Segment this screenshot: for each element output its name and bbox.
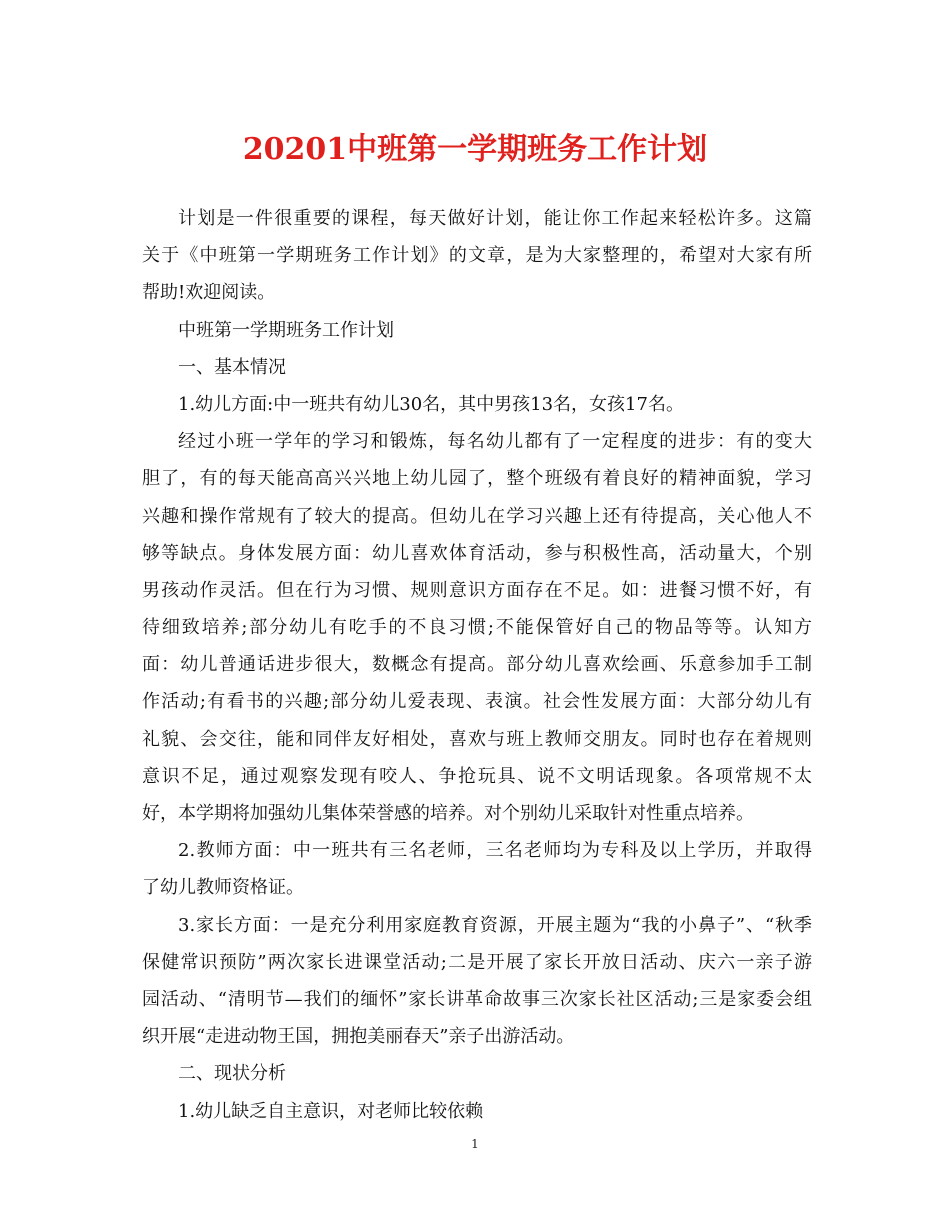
body-line: 2.教师方面：中一班共有三名老师，三名老师均为专科及以上学历，并取得: [178, 840, 812, 862]
body-line: 帮助!欢迎阅读。: [142, 282, 276, 304]
body-line: 3.家长方面：一是充分利用家庭教育资源，开展主题为“我的小鼻子”、“秋季: [178, 914, 812, 936]
body-line: 意识不足，通过观察发现有咬人、争抢玩具、说不文明话现象。各项常规不太: [142, 765, 812, 787]
body-line: 兴趣和操作常规有了较大的提高。但幼儿在学习兴趣上还有待提高，关心他人不: [142, 505, 812, 527]
document-title: 20201中班第一学期班务工作计划: [242, 132, 708, 167]
body-line: 礼貌、会交往，能和同伴友好相处，喜欢与班上教师交朋友。同时也存在着规则: [142, 728, 812, 750]
body-line: 待细致培养;部分幼儿有吃手的不良习惯;不能保管好自己的物品等等。认知方: [142, 617, 812, 639]
body-line: 织开展“走进动物王国，拥抱美丽春天”亲子出游活动。: [142, 1026, 575, 1048]
body-line: 关于《中班第一学期班务工作计划》的文章，是为大家整理的，希望对大家有所: [142, 245, 812, 267]
body-line: 中班第一学期班务工作计划: [178, 319, 394, 341]
body-line: 1.幼儿方面:中一班共有幼儿30名，其中男孩13名，女孩17名。: [178, 393, 684, 415]
body-line: 保健常识预防”两次家长进课堂活动;二是开展了家长开放日活动、庆六一亲子游: [142, 951, 812, 973]
body-line: 园活动、“清明节—我们的缅怀”家长讲革命故事三次家长社区活动;三是家委会组: [142, 988, 812, 1010]
body-line: 作活动;有看书的兴趣;部分幼儿爱表现、表演。社会性发展方面：大部分幼儿有: [142, 691, 812, 713]
body-line: 够等缺点。身体发展方面：幼儿喜欢体育活动，参与积极性高，活动量大，个别: [142, 542, 812, 564]
body-line: 一、基本情况: [178, 356, 286, 378]
body-line: 计划是一件很重要的课程，每天做好计划，能让你工作起来轻松许多。这篇: [178, 208, 812, 229]
body-line: 1.幼儿缺乏自主意识，对老师比较依赖: [178, 1100, 484, 1122]
body-line: 面：幼儿普通话进步很大，数概念有提高。部分幼儿喜欢绘画、乐意参加手工制: [142, 654, 812, 676]
document-body: [142, 200, 812, 1130]
body-line: 了幼儿教师资格证。: [142, 877, 304, 899]
body-line: 男孩动作灵活。但在行为习惯、规则意识方面存在不足。如：进餐习惯不好，有: [142, 579, 812, 601]
page-number: 1: [471, 1137, 479, 1151]
body-line: 胆了，有的每天能高高兴兴地上幼儿园了，整个班级有着良好的精神面貌，学习: [142, 468, 812, 490]
body-line: 二、现状分析: [178, 1063, 286, 1085]
body-line: 好，本学期将加强幼儿集体荣誉感的培养。对个别幼儿采取针对性重点培养。: [142, 803, 754, 824]
body-line: 经过小班一学年的学习和锻炼，每名幼儿都有了一定程度的进步：有的变大: [178, 431, 812, 453]
